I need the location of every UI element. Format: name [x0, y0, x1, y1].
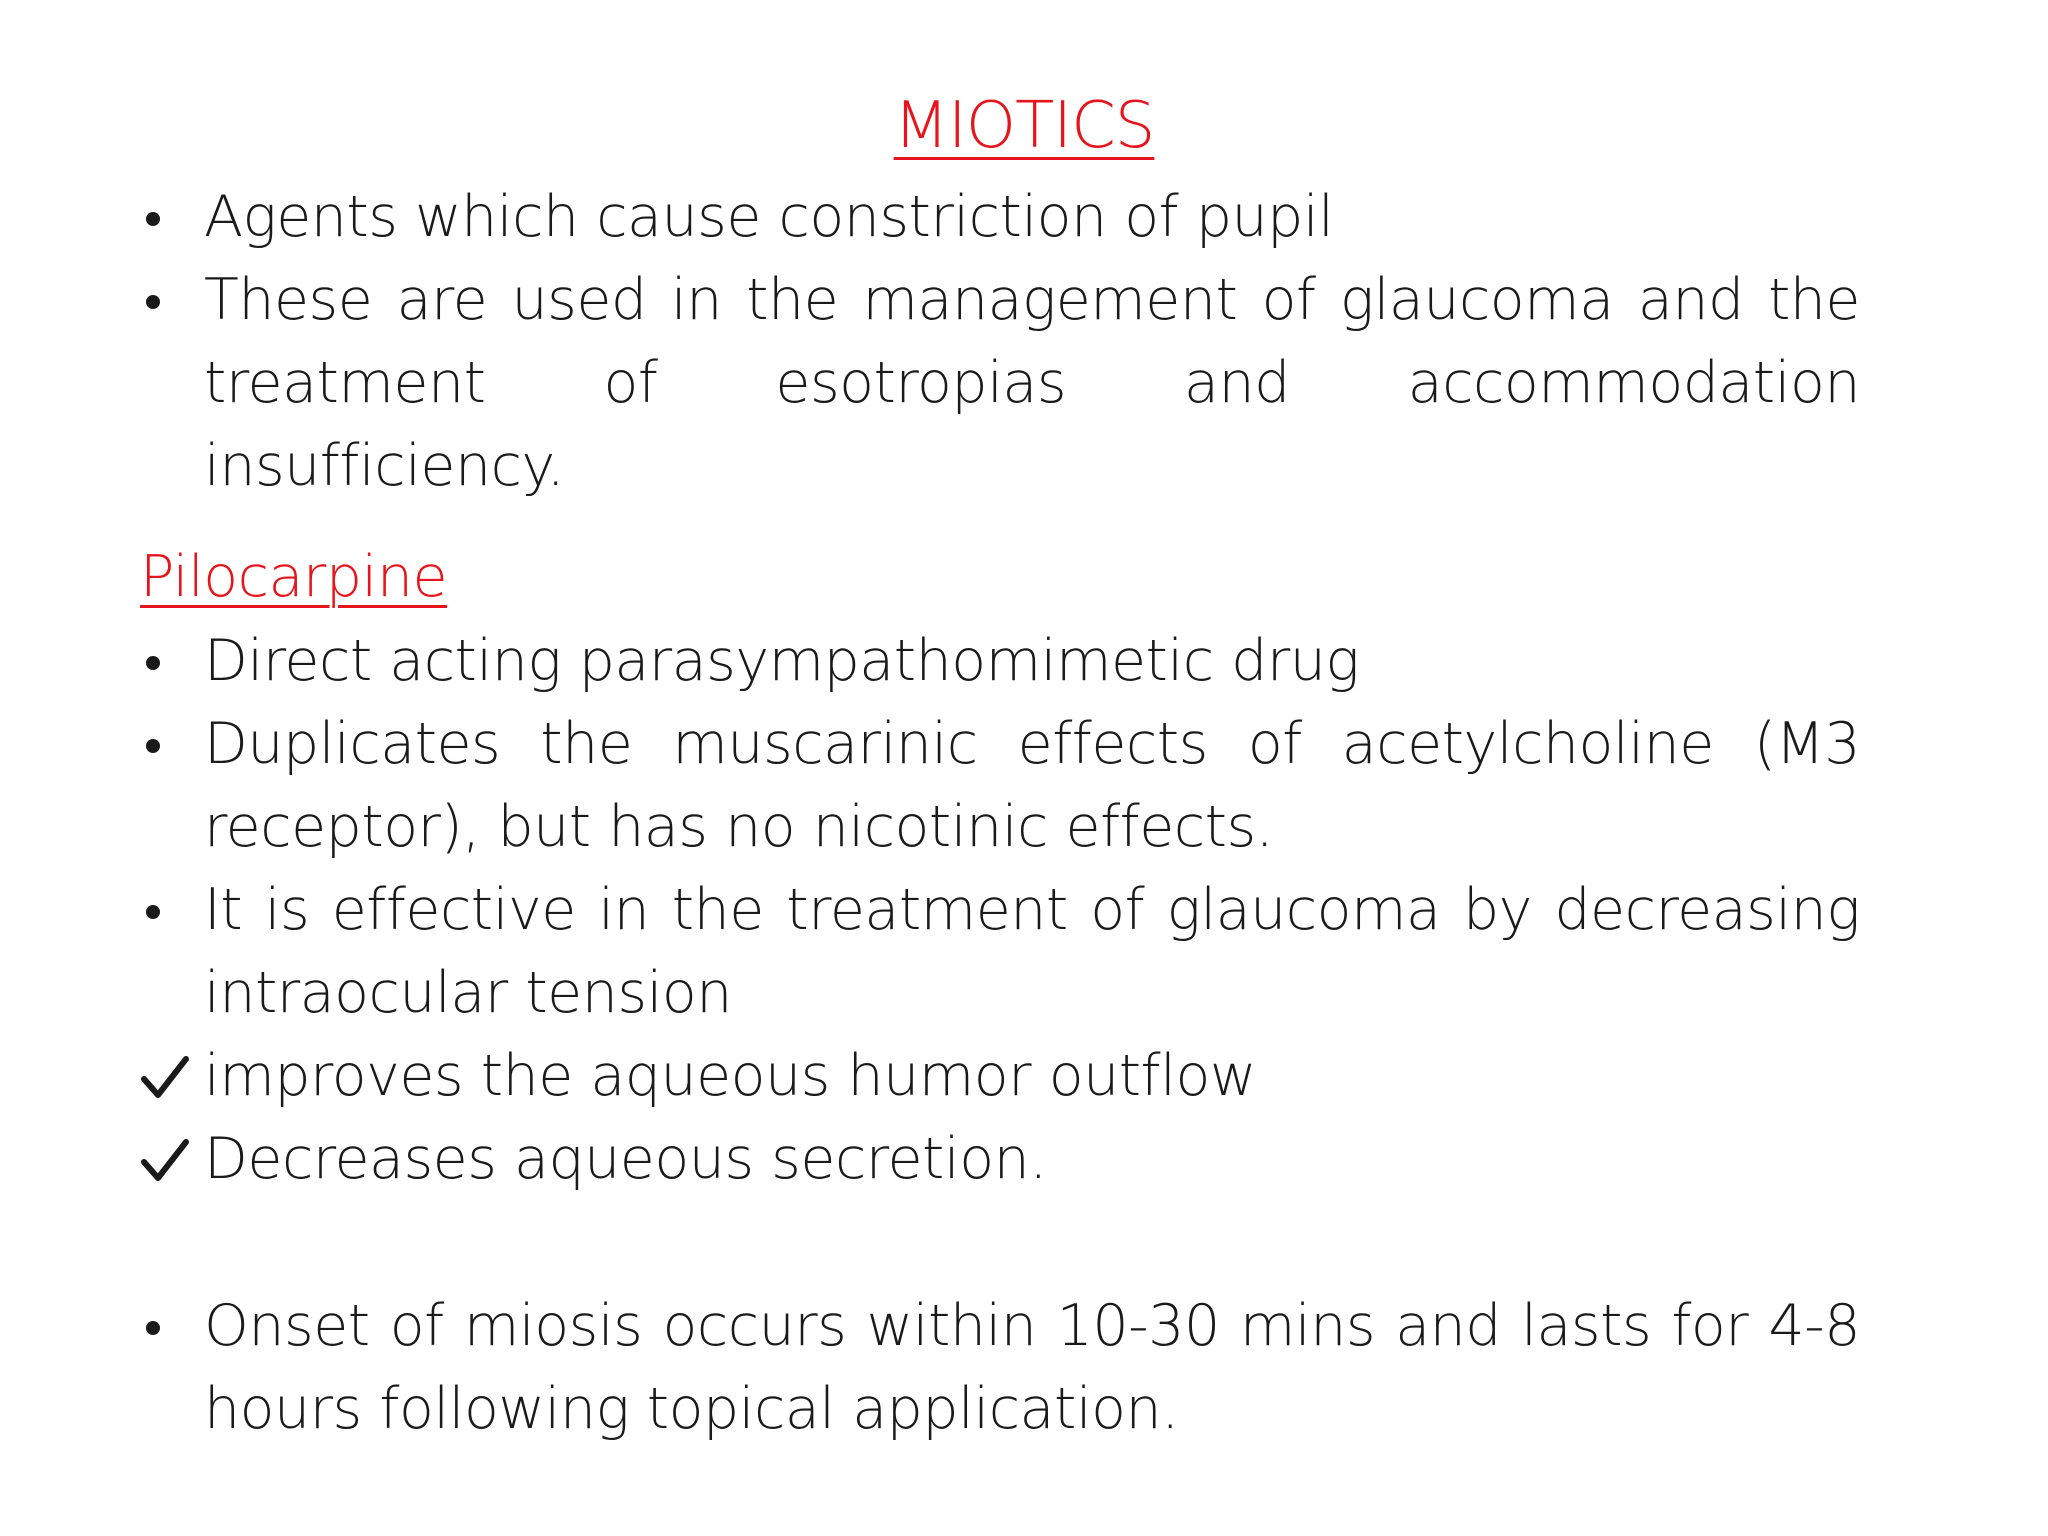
- bullet-line: insufficiency.: [204, 433, 565, 499]
- bullet-line: intraocular tension: [204, 960, 732, 1026]
- bullet-marker: [138, 703, 198, 753]
- bullet-marker: [138, 869, 198, 919]
- bullet-line: It is effective in the treatment of glaucoma by decreasing: [204, 877, 1860, 943]
- check-line: improves the aqueous humor outflow: [204, 1043, 1256, 1109]
- bullet-marker: [138, 1285, 198, 1335]
- bullet-line: Onset of miosis occurs within 10-30 mins and lasts for 4-8: [204, 1293, 1860, 1359]
- slide-title: MIOTICS: [893, 89, 1155, 163]
- check-marker: [138, 1035, 198, 1105]
- check-text: [204, 1035, 1860, 1118]
- bullet-dot-icon: [146, 295, 160, 309]
- bullet-dot-icon: [146, 739, 160, 753]
- bullet-text: [204, 1285, 1860, 1451]
- bullet-line: These are used in the management of glaucoma and the: [204, 267, 1860, 333]
- bullet-marker: [138, 259, 198, 309]
- bullet-text: [204, 869, 1860, 1035]
- checkmark-icon: [138, 1051, 192, 1105]
- bullet-dot-icon: [146, 656, 160, 670]
- bullet-line: Duplicates the muscarinic effects of acetylcholine (M3: [204, 711, 1860, 777]
- bullet-line: hours following topical application.: [204, 1376, 1179, 1442]
- bullet-marker: [138, 176, 198, 226]
- bullet-dot-icon: [146, 212, 160, 226]
- bullet-line: Agents which cause constriction of pupil: [204, 184, 1334, 250]
- bullet-text: [204, 259, 1860, 508]
- section-heading: Pilocarpine: [140, 544, 448, 610]
- bullet-line: receptor), but has no nicotinic effects.: [204, 794, 1274, 860]
- check-text: [204, 1118, 1860, 1201]
- bullet-text: [204, 620, 1860, 703]
- bullet-text: [204, 703, 1860, 869]
- bullet-dot-icon: [146, 1321, 160, 1335]
- check-marker: [138, 1118, 198, 1188]
- checkmark-icon: [138, 1134, 192, 1188]
- bullet-line: Direct acting parasympathomimetic drug: [204, 628, 1360, 694]
- check-line: Decreases aqueous secretion.: [204, 1126, 1047, 1192]
- bullet-dot-icon: [146, 905, 160, 919]
- bullet-line: treatment of esotropias and accommodation: [204, 350, 1860, 416]
- bullet-marker: [138, 620, 198, 670]
- bullet-text: [204, 176, 1860, 259]
